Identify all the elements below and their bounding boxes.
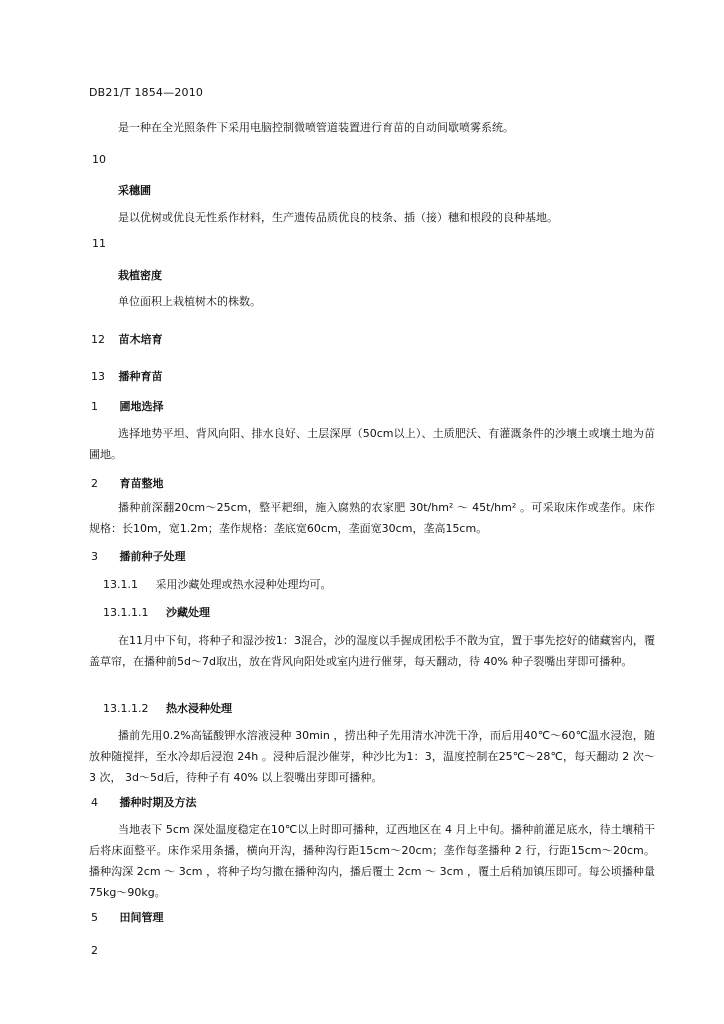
paragraph: 在11月中下旬，将种子和湿沙按1：3混合，沙的湿度以手握成团松手不散为宜，置于事先挖好的储藏窖内，覆盖草帘，在播种前5d～7d取出，放在背风向阳处或室内进行催芽，每天翻动，待 40% 种子裂嘴出芽即可播种。: [89, 634, 655, 668]
page-number: 2: [91, 944, 98, 957]
subclause-heading: [103, 702, 232, 715]
section-heading: [91, 400, 164, 413]
term-number: 10: [92, 153, 106, 166]
section-heading: [91, 796, 197, 809]
section-title: 苗木培育: [118, 333, 163, 346]
paragraph: 播前先用0.2%高锰酸钾水溶液浸种 30min ，捞出种子先用清水冲洗干净，而后用40℃～60℃温水浸泡，随放种随搅拌，至水冷却后浸泡 24h 。浸种后混沙催芽，种沙比为1：3，温度控制在25℃～28℃，每天翻动 2 次～ 3 次， 3d～5d后，待种子有 40% 以上裂嘴出芽即可播种。: [89, 729, 655, 784]
term-title: 采穗圃: [118, 184, 151, 197]
paragraph: 选择地势平坦、背风向阳、排水良好、土层深厚（50cm以上）、土质肥沃、有灌溉条件的沙壤土或壤土地为苗圃地。: [89, 427, 655, 461]
section-heading: [91, 911, 164, 924]
subclause-number: 13.1.1.2: [103, 702, 149, 715]
subclause-title: 沙藏处理: [165, 606, 210, 619]
subclause-number: 13.1.1.1: [103, 606, 149, 619]
definition-text: 是一种在全光照条件下采用电脑控制微喷管道装置进行育苗的自动间歇喷雾系统。: [118, 121, 514, 134]
document-code-header: DB21/T 1854—2010: [89, 86, 204, 99]
section-heading: [91, 370, 163, 383]
subclause-number: 13.1.1: [103, 578, 138, 591]
section-title: 田间管理: [119, 911, 164, 924]
section-number: 12: [91, 333, 105, 346]
section-heading: [91, 333, 163, 346]
section-number: 5: [91, 911, 98, 924]
paragraph: 当地表下 5cm 深处温度稳定在10℃以上时即可播种，辽西地区在 4 月上中旬。播种前灌足底水，待土壤稍干后将床面整平。床作采用条播，横向开沟，播种沟行距15cm～20cm；垄作每垄播种 2 行，行距15cm～20cm。播种沟深 2cm ～ 3cm ，将种子均匀撒在播种沟内，播后覆土 2cm ～ 3cm ，覆土后稍加镇压即可。每公顷播种量75kg～90kg。: [89, 823, 655, 899]
section-heading: [91, 477, 164, 490]
subclause-text: 采用沙藏处理或热水浸种处理均可。: [155, 578, 332, 591]
section-number: 4: [91, 796, 98, 809]
section-number: 3: [91, 550, 98, 563]
section-number: 2: [91, 477, 98, 490]
subclause-title: 热水浸种处理: [165, 702, 232, 715]
term-title: 栽植密度: [118, 269, 162, 282]
section-heading: [91, 550, 186, 563]
section-title: 播种育苗: [118, 370, 163, 383]
subclause: [103, 578, 332, 591]
section-title: 播种时期及方法: [119, 796, 197, 809]
section-title: 圃地选择: [119, 400, 164, 413]
section-title: 育苗整地: [119, 477, 164, 490]
definition-text: 单位面积上栽植树木的株数。: [118, 295, 261, 308]
paragraph: 播种前深翻20cm～25cm，整平耙细，施入腐熟的农家肥 30t/hm² ～ 45t/hm² 。可采取床作或垄作。床作规格：长10m，宽1.2m；垄作规格：垄底宽60cm，垄面宽30cm，垄高15cm。: [89, 501, 655, 535]
subclause-heading: [103, 606, 210, 619]
section-number: 13: [91, 370, 105, 383]
section-title: 播前种子处理: [119, 550, 186, 563]
definition-text: 是以优树或优良无性系作材料，生产遗传品质优良的枝条、插（接）穗和根段的良种基地。: [118, 211, 558, 224]
section-number: 1: [91, 400, 98, 413]
term-number: 11: [92, 237, 106, 250]
